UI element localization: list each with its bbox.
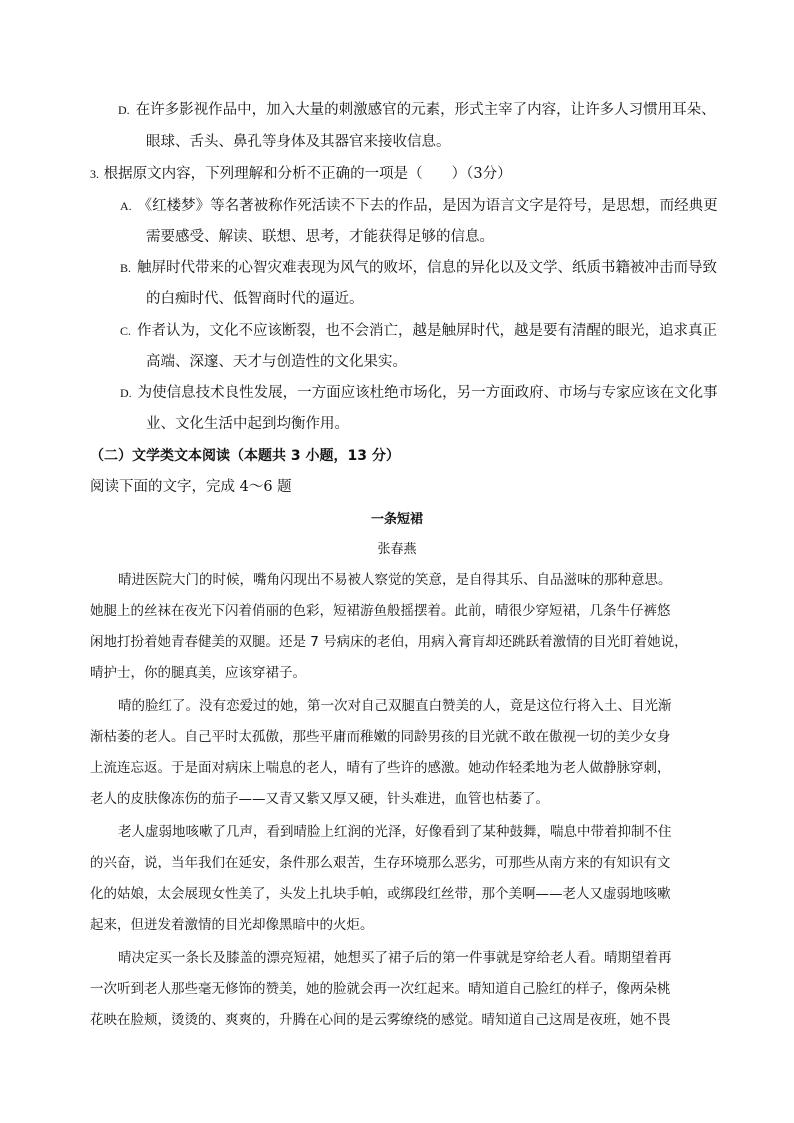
q3-stem [90, 164, 512, 184]
story-line: 一次听到老人那些毫无修饰的赞美，她的脸就会再一次红起来。晴知道自己脸红的样子，像两朵桃 [90, 981, 671, 997]
q3-option-d-text-1: 为使信息技术良性发展，一方面应该杜绝市场化，另一方面政府、市场与专家应该在文化事 [137, 385, 718, 401]
q3-option-d-line2: 业、文化生活中起到均衡作用。 [146, 416, 349, 432]
section-instruction: 阅读下面的文字，完成 4～6 题 [90, 479, 292, 495]
q3-option-a-text-1: 《红楼梦》等名著被称作死活读不下去的作品，是因为语言文字是符号，是思想，而经典更 [137, 198, 718, 214]
q3-option-c-line1 [120, 321, 717, 341]
story-line: 闲地打扮着她青春健美的双腿。还是 7 号病床的老伯，用病入膏肓却还跳跃着激情的目光盯着她说， [90, 634, 688, 650]
story-title: 一条短裙 [370, 512, 423, 527]
story-author: 张春燕 [377, 542, 417, 557]
q2-option-d-text-1: 在许多影视作品中，加入大量的刺激感官的元素，形式主宰了内容，让许多人习惯用耳朵、 [135, 102, 716, 118]
q3-option-c-text-1: 作者认为，文化不应该断裂，也不会消亡，越是触屏时代，越是要有清醒的眼光，追求真正 [137, 323, 718, 339]
q2-option-d-line2: 眼球、舌头、鼻孔等身体及其器官来接收信息。 [146, 134, 451, 150]
q2-option-d-line1 [118, 100, 716, 120]
story-line: 晴护士，你的腿真美，应该穿裙子。 [90, 665, 306, 681]
q3-option-b-label: B. [120, 261, 132, 275]
q3-option-b-line1 [120, 258, 717, 278]
story-line: 老人虚弱地咳嗽了几声，看到晴脸上红润的光泽，好像看到了某种鼓舞，喘息中带着抑制不住 [118, 824, 672, 840]
story-line: 晴进医院大门的时候，嘴角闪现出不易被人察觉的笑意，是自得其乐、自品滋味的那种意思。 [118, 572, 672, 588]
story-line: 的兴奋，说，当年我们在延安，条件那么艰苦，生存环境那么恶劣，可那些从南方来的有知识有文 [90, 855, 671, 871]
q3-option-a-line2: 需要感受、解读、联想、思考，才能获得足够的信息。 [146, 229, 494, 245]
story-line: 渐枯萎的老人。自己平时太孤傲，那些平庸而稚嫩的同龄男孩的目光就不敢在傲视一切的美少女身 [90, 729, 671, 745]
story-line: 花映在脸颊，烫烫的、爽爽的，升腾在心间的是云雾缭绕的感觉。晴知道自己这周是夜班，她不畏 [90, 1012, 671, 1028]
story-line: 她腿上的丝袜在夜光下闪着俏丽的色彩，短裙游鱼般摇摆着。此前，晴很少穿短裙，几条牛仔裤悠 [90, 603, 671, 619]
q3-option-b-text-1: 触屏时代带来的心智灾难表现为风气的败坏，信息的异化以及文学、纸质书籍被冲击而导致 [137, 260, 718, 276]
q3-option-a-label: A. [120, 199, 132, 213]
section-heading: （二）文学类文本阅读（本题共 3 小题，13 分） [90, 448, 400, 464]
story-line: 上流连忘返。于是面对病床上喘息的老人，晴有了些许的感激。她动作轻柔地为老人做静脉穿刺， [90, 760, 671, 776]
q3-stem-text: 根据原文内容，下列理解和分析不正确的一项是（ ）（3分） [103, 166, 512, 182]
q3-option-d-label: D. [120, 386, 132, 400]
q3-option-a-line1 [120, 196, 718, 216]
story-line: 晴决定买一条长及膝盖的漂亮短裙，她想买了裙子后的第一件事就是穿给老人看。晴期望着再 [118, 950, 672, 966]
q3-option-b-line2: 的白痴时代、低智商时代的逼近。 [146, 291, 364, 307]
q3-option-c-label: C. [120, 324, 132, 338]
story-line: 晴的脸红了。没有恋爱过的她，第一次对自己双腿直白赞美的人，竟是这位行将入土、目光渐 [118, 698, 672, 714]
story-line: 起来，但迸发着激情的目光却像黑暗中的火炬。 [90, 917, 374, 933]
story-line: 老人的皮肤像冻伤的茄子——又青又紫又厚又硬，针头难进，血管也枯萎了。 [90, 791, 549, 807]
story-line: 化的姑娘，太会展现女性美了，头发上扎块手帕，或绑段红丝带，那个美啊——老人又虚弱地咳嗽 [90, 886, 671, 902]
q2-option-d-label: D. [118, 103, 130, 117]
q3-number: 3. [90, 167, 99, 181]
q3-option-c-line2: 高端、深邃、天才与创造性的文化果实。 [146, 354, 407, 370]
q3-option-d-line1 [120, 383, 718, 403]
